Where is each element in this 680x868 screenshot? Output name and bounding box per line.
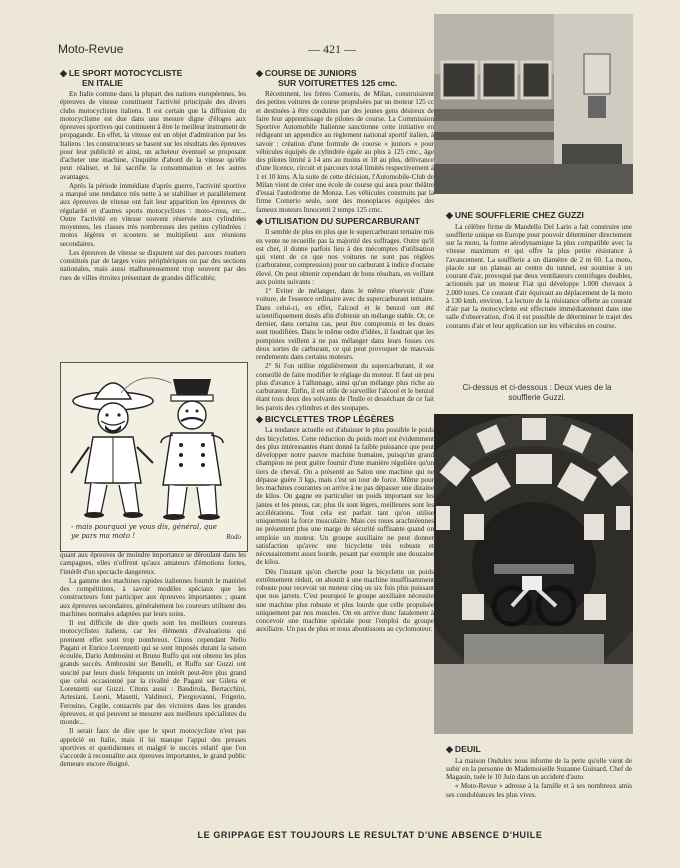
magazine-name: Moto-Revue [58, 42, 124, 56]
wind-tunnel-interior-image-icon [434, 414, 633, 734]
paragraph: La tendance actuelle est d'abaisser le plus possible le poids des bicyclettes. Cette réduction du poids mort est évidemment des plus intéressantes étant donné la faible puissance que peut développer notre pauvre machine humaine, puisqu'un grand champion ne peut guère fournir d'une manière régulière qu'un tiers de cheval. On a présenté au Salon une machine qui ne dépasse guère 3 kgs, mais c'est un tour de force. Même pour les machines courantes on arrive à ne pas dépasser une dizaine de kilos. On gagne en particulier un poids important sur les jantes et les pneus, car, plus ils sont légers, meilleures sont les accélérations. Tout cela est parfait tant qu'on utilise uniquement la force musculaire. Mais ces roues arachnéennes ne présentent plus une marge de sécurité suffisante quand on emploie un moteur. Un groupe auxiliaire ne peut donner satisfaction qu'avec une bicyclette très robuste et nécessairement assez lourde, pesant par exemple une douzaine de kilos. [256, 426, 434, 567]
paragraph: Récemment, les frères Comerio, de Milan, construisirent des petites voitures de course propulsées par un moteur 125 cc et destinées à être conduites par des jeunes gens désireux de faire leur apprentissage de pilotes de course. La Commission Sportive Automobile Italienne sanctionne cette initiative en rédigeant un appendice au règlement national sportif italien, à savoir : création d'une formule de course « juniors » pour véhicules équipés de cylindrée égale au plus à 125 cmc., âge des pilotes limité à 14 ans au moins et 18 au plus, délivrance d'une licence, circuit et parcours total limités respectivement à 1 et 10 kms. A la suite de cette décision, l'Automobile-Club de Milan vient de créer une école de course qui aura pour théâtre d'essai l'autodrome de Monza. Les véhicules construits par la firme Comerio seule, sont des monoplaces équipées des fameux moteurs Innocenti 2 temps 125 cmc. [256, 90, 434, 214]
cartoon-illustration [60, 362, 248, 552]
diamond-bullet-icon: ◆ [446, 744, 453, 754]
paragraph: Dès l'instant qu'on cherche pour la bicyclette un poids extrêmement réduit, on aboutit à une machine insuffisamment robuste pour recevoir un moteur cinq ou six fois plus puissant que nos jarrets. C'est pourquoi le groupe auxiliaire nécessite une machine plus robuste et plus lourde que celle propulsée uniquement par nos muscles. On en arrive donc fatalement à concevoir une machine spéciale pour l'emploi du groupe auxiliaire. Un pas de plus et nous aboutissons au cyclomoteur. [256, 567, 434, 634]
article-subtitle: SUR VOITURETTES 125 cmc. [278, 77, 398, 88]
cartoon-caption: - mais pourquoi ye vous dis, général, que ye pars ma moto ! [71, 523, 217, 540]
diamond-bullet-icon: ◆ [256, 215, 263, 226]
article-sport-italie-continued [60, 551, 246, 770]
paragraph: 1° Eviter de mélanger, dans le même réservoir d'une voiture, de l'essence ordinaire avec du supercarburant ternaire. Dans celui-ci, en effet, l'alcool et le benzol ont été scientifiquement dosés afin d'obtenir un mélange stable. Or, ce dernier, dans certains cas, peut être compromis et les doses sont modifiées. Dans le même ordre d'idées, il faudrait que les pompistes veillent à ne pas mélanger dans leurs fosses ces deux sortes de carburant, ce qui peut provoquer de mauvais rendements dans certains moteurs. [256, 287, 434, 361]
article-deuil [446, 742, 632, 800]
photo-caption: Ci-dessus et ci-dessous : Deux vues de la soufflerie Guzzi. [462, 383, 612, 402]
paragraph: quant aux épreuves de moindre importance se déroulant dans les campagnes, elles n'offrent qu'aux amateurs d'émotions fortes, l'intérêt d'un spectacle dangereux. [60, 551, 246, 576]
paragraph: Il semble de plus en plus que le supercarburant ternaire mis en vente ne recueille pas la majorité des suffrages. Outre qu'il est cher, il donne parfois lieu à des mécomptes d'utilisation qui vient de ce que nos voitures ne sont pas réglées (carburateur, compression) pour un carburant à indice d'octane élevé. On peut obtenir cependant de bons résultats, en veillant aux points suivants : [256, 228, 434, 286]
article-title: ◆ DEUIL [446, 744, 481, 754]
photo-wind-tunnel-room [434, 14, 633, 194]
article-title: ◆ UNE SOUFFLERIE CHEZ GUZZI [446, 210, 584, 220]
article-title: ◆ UTILISATION DU SUPERCARBURANT [256, 215, 420, 226]
diamond-bullet-icon: ◆ [256, 413, 263, 424]
diamond-bullet-icon: ◆ [256, 68, 263, 78]
article-sport-italie [60, 66, 246, 283]
cartoon-signature: Rodo [226, 533, 241, 541]
paragraph: « Moto-Revue » adresse à la famille et à ses nombreux amis ses condoléances les plus vives. [446, 782, 632, 799]
article-title: ◆ COURSE DE JUNIORS SUR VOITURETTES 125 cmc. [256, 69, 434, 88]
photo-wind-tunnel-interior [434, 414, 633, 734]
article-subtitle: EN ITALIE [82, 77, 123, 88]
wind-tunnel-room-image-icon [434, 14, 633, 194]
paragraph: Il serait faux de dire que le sport motocycliste n'est pas apprécié en Italie, mais il lui manque l'appui des presses sportives et quotidiennes et malgré le succès relatif que l'on s'accorde à reconnaître aux épreuves importantes, le grand public demeure encore éloigné. [60, 727, 246, 769]
paragraph: La célèbre firme de Mandello Del Lario a fait construire une soufflerie unique en Europe pour pouvoir déterminer directement sur la moto, la forme aérodynamique la plus compatible avec la vitesse maximum et qui offre la plus petite résistance à l'avancement. La soufflerie a un diamètre de 2 m 60. La moto, placée sur un plateau au centre du tunnel, est soumise à un courant d'air, provoqué par deux ventilateurs centrifuges doubles, actionnés par un moteur Fiat qui développe 1.000 chevaux à 2.000 tours. Ce courant d'air équivaut au déplacement de la moto à 130 kmh. environ. La lecture de la résistance offerte au courant d'air par la motocyclette est effectuée immédiatement dans une salle d'observation, d'où il est possible de déterminer le trajet des courants d'air et leur application sur les véhicules en course. [446, 222, 632, 330]
page-footer-slogan: LE GRIPPAGE EST TOUJOURS LE RESULTAT D'UNE ABSENCE D'HUILE [197, 830, 543, 840]
paragraph: La maison Ondulex nous informe de la perte qu'elle vient de subir en la personne de Mademoiselle Suzanne Guinard, Chef de Magasin, tuée le 10 Juin dans un accident d'auto. [446, 756, 632, 781]
page-number: — 421 — [308, 42, 356, 56]
paragraph: Les épreuves de vitesse se disputent sur des parcours routiers constitués par de larges voies périphériques ou par des sections nationales, mais aussi malheureusement trop souvent par des rues de villes étroites présentant de grandes difficultés; [60, 248, 246, 282]
diamond-bullet-icon: ◆ [446, 210, 453, 220]
article-title: ◆ LE SPORT MOTOCYCLISTE EN ITALIE [60, 69, 246, 88]
paragraph: Il est difficile de dire quels sont les meilleurs coureurs motocyclistes italiens, car les éléments d'évaluations qui prennent effet sont trop nombreux. Citons cependant Nello Pagani et Enrico Lorenzetti qui se sont imposés durant la saison écoulée, Dario Ambrosini et Bruno Ruffo qui ont obtenu les plus grands succès. Ambrosini sur Benelli, et Ruffo sur Guzzi ont suscité par leurs duels fréquents un intérêt peut-être plus grand que celui occasionné par la rivalité de Pagani sur Gilera et Lorenzetti sur Guzzi. Citons aussi : Bandirola, Bertacchini, Artesiani, Leoni, Masetti, Valdinoci, Piergiovanni, Frigerio, Ferosino, Cegile, consacrés par des victoires dans les grandes épreuves, et qui peuvent se mesurer aux meilleurs spécialistes du monde... [60, 619, 246, 726]
paragraph: Après la période immédiate d'après guerre, l'activité sportive a marqué une tendance très nette à se stabiliser et parallèlement aux épreuves de vitesse ont fait leur apparition les épreuves de régularité et d'autres sports motocyclistes : moto-cross, etc... Outre l'activité en vitesse souvent réservée aux cylindrées moyennes, les classes très nombreuses des petites cylindrées : motos légères et scooters se multiplient aux réunions secondaires. [60, 181, 246, 248]
article-title: ◆ BICYCLETTES TROP LÉGÈRES [256, 413, 395, 424]
column-middle [256, 66, 434, 635]
paragraph: En Italie comme dans la plupart des nations européennes, les épreuves de vitesse constituent l'activité principale des divers clubs motocyclistes italiens. Il est certain que la diffusion du motocyclisme est due dans une mesure digne d'éloges aux épreuves sportives qui continuent à être le meilleur instrument de propagande. En effet, la vitesse est un objet d'admiration par les Italiens : les constructeurs se basent sur les résultats des épreuves pour leur publicité et ainsi, un acheteur éventuel se proposant d'acheter une machine, s'inquiète d'abord de la vitesse qu'elle peut réaliser, et lui sacrifie la consommation et les autres avantages. [60, 90, 246, 181]
article-soufflerie-guzzi [446, 208, 632, 331]
paragraph: La gamme des machines rapides italiennes fournit le matériel des compétitions, à savoir modèles spéciaux que les constructeurs font participer aux épreuves importantes ; quant aux épreuves secondaires, généralement les coureurs utilisent des machines normales adaptées par leurs soins. [60, 576, 246, 618]
paragraph: 2° Si l'on utilise régulièrement du supercarburant, il est conseillé de faire modifier le réglage du moteur. Il faut un peu plus d'avance à l'allumage, ainsi qu'un mélange plus riche au carburateur. Enfin, il est utile de surveiller l'alcool et le benzol étant tous deux des solvants de l'huile et desséchant de ce fait les parois des cylindres et des soupapes. [256, 362, 434, 412]
diamond-bullet-icon: ◆ [60, 68, 67, 78]
